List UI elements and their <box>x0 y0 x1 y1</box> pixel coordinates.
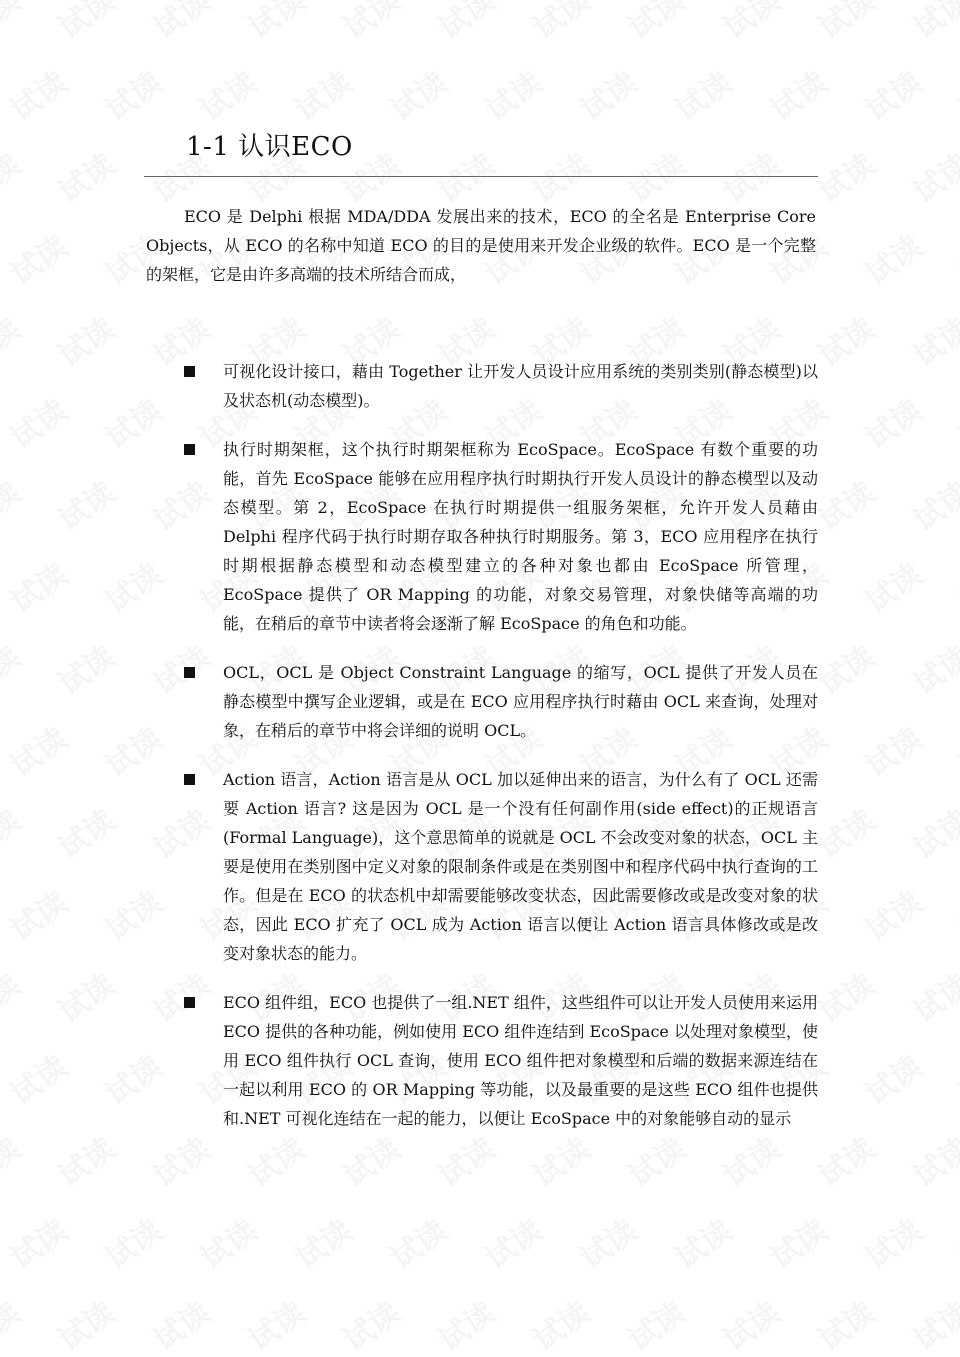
list-item-text: OCL，OCL 是 Object Constraint Language 的缩写，OCL 提供了开发人员在静态模型中撰写企业逻辑，或是在 ECO 应用程序执行时藉由 OCL 来查询，处理对象，在稍后的章节中将会详细的说明 OCL。 <box>223 663 818 740</box>
list-item <box>184 357 818 415</box>
square-bullet-icon <box>184 366 195 377</box>
square-bullet-icon <box>184 667 195 678</box>
square-bullet-icon <box>184 444 195 455</box>
list-item <box>184 988 818 1133</box>
list-item <box>184 435 818 638</box>
list-item-text: 可视化设计接口，藉由 Together 让开发人员设计应用系统的类别类别(静态模型)以及状态机(动态模型)。 <box>223 362 818 410</box>
list-item <box>184 765 818 968</box>
list-item <box>184 658 818 745</box>
feature-list <box>184 357 818 1153</box>
intro-paragraph: ECO 是 Delphi 根据 MDA/DDA 发展出来的技术，ECO 的全名是 Enterprise Core Objects，从 ECO 的名称中知道 ECO 的目的是使用来开发企业级的软件。ECO 是一个完整的架框，它是由许多高端的技术所结合而成， <box>146 207 816 284</box>
list-item-text: 执行时期架框，这个执行时期架框称为 EcoSpace。EcoSpace 有数个重要的功能，首先 EcoSpace 能够在应用程序执行时期执行开发人员设计的静态模型以及动态模型。第 2，EcoSpace 在执行时期提供一组服务架框，允许开发人员藉由 Delphi 程序代码于执行时期存取各种执行时期服务。第 3，ECO 应用程序在执行时期根据静态模型和动态模型建立的各种对象也都由 EcoSpace 所管理，EcoSpace 提供了 OR Mapping 的功能，对象交易管理，对象快储等高端的功能，在稍后的章节中读者将会逐渐了解 EcoSpace 的角色和功能。 <box>223 440 818 633</box>
square-bullet-icon <box>184 774 195 785</box>
title-divider <box>144 176 818 177</box>
list-item-text: Action 语言，Action 语言是从 OCL 加以延伸出来的语言，为什么有了 OCL 还需要 Action 语言? 这是因为 OCL 是一个没有任何副作用(side effect)的正规语言(Formal Language)，这个意思简单的说就是 OCL 不会改变对象的状态，OCL 主要是使用在类别图中定义对象的限制条件或是在类别图中和程序代码中执行查询的工作。但是在 ECO 的状态机中却需要能够改变状态，因此需要修改或是改变对象的状态，因此 ECO 扩充了 OCL 成为 Action 语言以便让 Action 语言具体修改或是改变对象状态的能力。 <box>223 770 818 963</box>
square-bullet-icon <box>184 997 195 1008</box>
section-title: 1-1 认识ECO <box>186 132 353 162</box>
list-item-text: ECO 组件组，ECO 也提供了一组.NET 组件，这些组件可以让开发人员使用来运用 ECO 提供的各种功能，例如使用 ECO 组件连结到 EcoSpace 以处理对象模型，使用 ECO 组件执行 OCL 查询，使用 ECO 组件把对象模型和后端的数据来源连结在一起以利用 ECO 的 OR Mapping 等功能，以及最重要的是这些 ECO 组件也提供和.NET 可视化连结在一起的能力，以便让 EcoSpace 中的对象能够自动的显示 <box>223 993 818 1128</box>
